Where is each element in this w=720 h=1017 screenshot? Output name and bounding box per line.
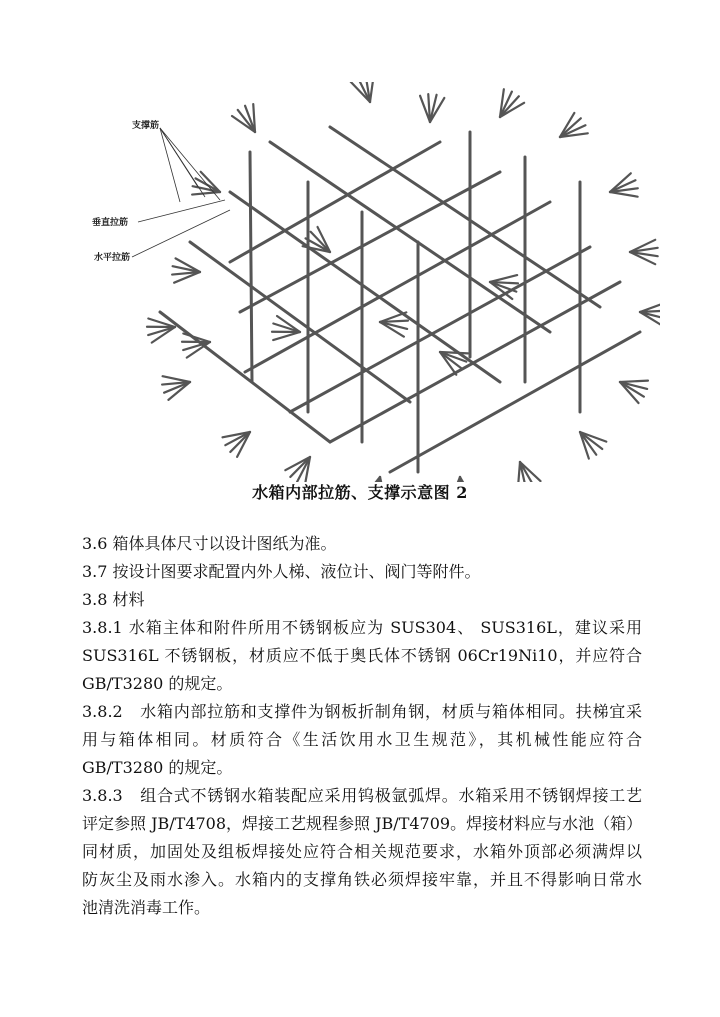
paragraph-line: GB/T3280 的规定。 xyxy=(82,758,233,777)
paragraph-line: 3.8.3 组合式不锈钢水箱装配应采用钨极氩弧焊。水箱采用不锈钢焊接工艺 xyxy=(82,786,642,805)
vertical-tie-bar xyxy=(250,152,252,382)
paragraph-line: 3.8.2 水箱内部拉筋和支撑件为钢板折制角钢，材质与箱体相同。扶梯宜采 xyxy=(82,702,642,721)
support-brace xyxy=(620,381,648,382)
support-brace xyxy=(610,192,638,197)
paragraph-3-8 xyxy=(82,586,642,614)
diagonal-tie-bar xyxy=(190,242,410,402)
support-brace xyxy=(518,462,520,482)
paragraph-line: 防灰尘及雨水渗入。水箱内的支撑角铁必须焊接牢靠，并且不得影响日常水 xyxy=(82,870,642,889)
figure-caption: 水箱内部拉筋、支撑示意图 2 xyxy=(252,483,468,502)
paragraph-line: 用与箱体相同。材质符合《生活饮用水卫生规范》，其机械性能应符合 xyxy=(82,730,642,749)
paragraph-3-6 xyxy=(82,530,642,558)
paragraph-3-8-3 xyxy=(82,782,642,922)
label-support-bar: 支撑筋 xyxy=(132,121,160,131)
support-brace xyxy=(192,192,220,195)
diagonal-tie-bar xyxy=(270,142,550,332)
horizontal-tie-bar xyxy=(390,332,640,472)
paragraph-line: 3.7 按设计图要求配置内外人梯、液位计、阀门等附件。 xyxy=(82,562,481,581)
tie-bars xyxy=(160,127,640,472)
label-horizontal-tie: 水平拉筋 xyxy=(94,253,131,263)
rebar-diagram xyxy=(80,82,660,482)
paragraph-line: 3.8.1 水箱主体和附件所用不锈钢板应为 SUS304、 SUS316L，建议采用 xyxy=(82,618,642,637)
paragraph-3-8-1 xyxy=(82,614,642,698)
paragraph-line: 评定参照 JB/T4708，焊接工艺规程参照 JB/T4709。焊接材料应与水池（箱） xyxy=(82,814,643,833)
paragraph-3-8-2 xyxy=(82,698,642,782)
support-brace xyxy=(273,332,300,340)
horizontal-tie-bar xyxy=(230,142,440,262)
paragraph-line: 3.8 材料 xyxy=(82,590,145,609)
paragraph-line: 池清洗消毒工作。 xyxy=(82,898,211,917)
support-brace xyxy=(370,82,374,102)
paragraph-3-7 xyxy=(82,558,642,586)
paragraph-line: 3.6 箱体具体尺寸以设计图纸为准。 xyxy=(82,534,337,553)
label-vertical-tie: 垂直拉筋 xyxy=(92,218,129,228)
diagonal-tie-bar xyxy=(330,127,600,307)
support-brace xyxy=(380,321,408,322)
paragraph-line: SUS316L 不锈钢板，材质应不低于奥氏体不锈钢 06Cr19Ni10，并应符合 xyxy=(82,646,642,665)
diagonal-tie-bar xyxy=(160,312,330,442)
paragraph-line: 同材质，加固处及组板焊接处应符合相关规范要求，水箱外顶部必须满焊以 xyxy=(82,842,642,861)
support-brace xyxy=(490,275,517,282)
horizontal-tie-bar xyxy=(330,282,620,442)
support-brace xyxy=(163,376,190,382)
paragraph-line: GB/T3280 的规定。 xyxy=(82,674,233,693)
